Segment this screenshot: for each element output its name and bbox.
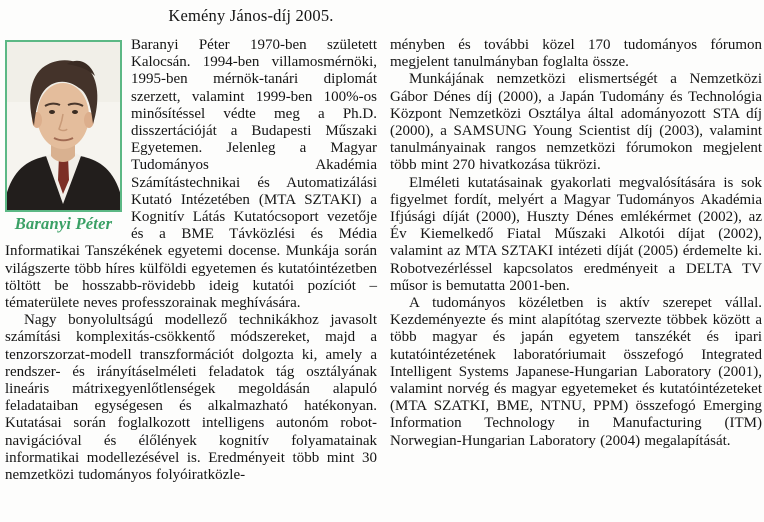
bio-paragraph-4: Munkájának nemzetközi elismertségét a Nemzetközi Gábor Dénes díj (2000), a Japán Tudomány és Technológia Központ Nemzetközi Osztálya által adományozott STA díj (2000), a SAMSUNG Young Scientist díj (2003), valamint tanulmányainak rangos nemzetközi fórumokon megjelent több mint 270 hivatkozása tükrözi. xyxy=(390,71,762,174)
bio-paragraph-3: ményben és további közel 170 tudományos fórumon megjelent tanulmányban foglalta össze. xyxy=(390,37,762,71)
page-title: Kemény János-díj 2005. xyxy=(168,6,334,25)
left-column xyxy=(5,6,377,484)
photo-caption: Baranyi Péter xyxy=(14,214,113,233)
bio-paragraph-2: Nagy bonyolultságú modellező technikákhoz javasolt számítási komplexitás-csökkentő módszereket, majd a tenzorszorzat-modell transzformációt dolgozta ki, amely a rendszer- és irányításelméleti feladatok tág osztályának lineáris mátrixegyenlőtlenségek megoldásán alapuló feladataiban egységesen és alkalmazható hatékonyan. Kutatásai során foglalkozott intelligens autonóm robot-navigációval és élőlények kognitív folyamatainak informatikai modellezésével is. Eredményeit több mint 30 nemzetközi tudományos folyóiratközle- xyxy=(5,312,377,484)
portrait-photo-icon xyxy=(5,40,122,212)
bio-paragraph-5: Elméleti kutatásainak gyakorlati megvalósítására is sok figyelmet fordít, melyért a Magyar Tudományos Akadémia Ifjúsági díját (2000), Huszty Dénes emlékérmet (2002), az Év Kiemelkedő Fiatal Műszaki Alkotói díjat (2002), valamint az MTA SZTAKI intézeti díját (2005) érdemelte ki. Robotvezérléssel kapcsolatos eredményeit a DELTA TV műsor is bemutatta 2001-ben. xyxy=(390,174,762,294)
portrait-figure xyxy=(5,40,122,234)
bio-paragraph-6: A tudományos közéletben is aktív szerepet vállal. Kezdeményezte és mint alapítótag szervezte többek között a több magyar és japán egyetem tanszékét és ipari kutatóintézetének laboratóriumait összefogó Integrated Intelligent Systems Japanese-Hungarian Laboratory (2001), valamint norvég és magyar egyetemeket és kutatóintézeteket (MTA SZATKI, BME, NTNU, PPM) összefogó Emerging Information Technology in Manufacturing (ITM) Norwegian-Hungarian Laboratory (2004) megalapítását. xyxy=(390,295,762,449)
bio-paragraph-1: Baranyi Péter 1970-ben született Kalocsán. 1994-ben villamosmérnöki, 1995-ben mérnök-tanári diplomát szerzett, valamint 1999-ben 100%-os minősítéssel védte meg a Ph.D. disszertációját a Budapesti Műszaki Egyetemen. Jelenleg a Magyar Tudományos Akadémia Számítástechnikai és Automatizálási Kutató Intézetében (MTA SZTAKI) a Kognitív Látás Kutatócsoport vezetője és a BME Távközlési és Média Informatikai Tanszékének egyetemi docense. Munkája során világszerte több híres külföldi egyetemen és kutatóintézetben töltött be hosszabb-rövidebb ideig kutatói pozíciót – tématerülete neves professzorainak meghívására. xyxy=(5,37,377,312)
right-column xyxy=(390,6,762,484)
